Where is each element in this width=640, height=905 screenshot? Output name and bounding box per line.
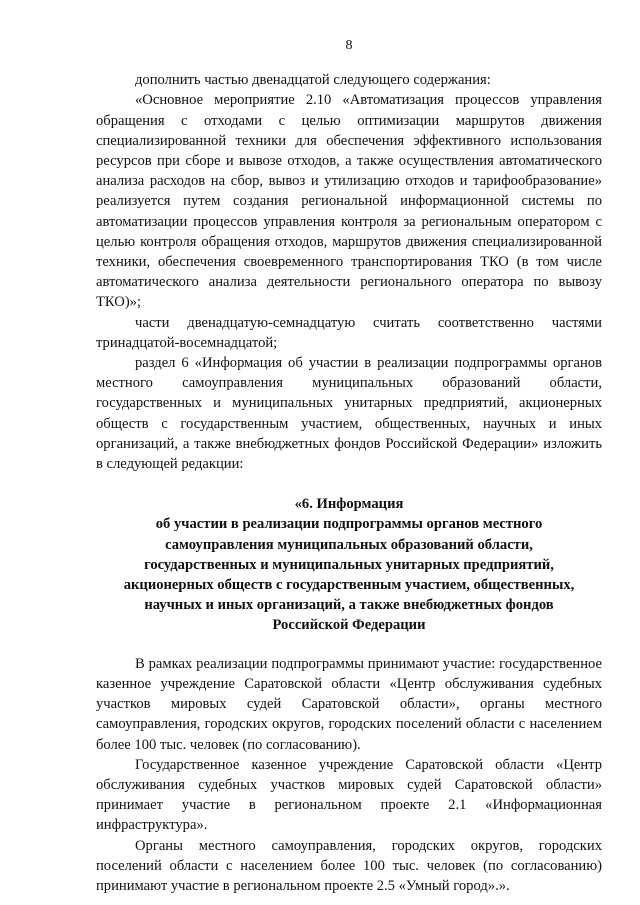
heading-line: акционерных обществ с государственным участием, общественных, — [123, 577, 575, 594]
heading-line: Российской Федерации — [272, 617, 426, 634]
heading-line: научных и иных организаций, а также внебюджетных фондов — [144, 597, 554, 614]
heading-line: «6. Информация — [294, 496, 404, 513]
paragraph-measure-2-10: «Основное мероприятие 2.10 «Автоматизация процессов управления обращения с отходами с целью оптимизации маршрутов движения специализированной техники для обеспечения эффективного использования ресурсов при сборе и вывозе отходов, а также осуществления автоматического анализа расходов на сбор, вывоз и утилизацию отходов и тарифообразование» реализуется путем создания региональной информационной системы по автоматизации процессов управления контроля за региональным оператором с целью контроля обращения отходов, маршрутов движения специализированной техники, обеспечения своевременного транспортирования ТКО (в том числе автоматического анализа деятельности регионального оператора по вывозу ТКО)»; — [96, 92, 602, 311]
heading-line: государственных и муниципальных унитарных предприятий, — [144, 556, 554, 573]
paragraph-amend-intro: дополнить частью двенадцатой следующего содержания: — [135, 72, 491, 89]
page-number: 8 — [345, 38, 353, 53]
heading-line: самоуправления муниципальных образований области, — [165, 536, 533, 553]
heading-line: об участии в реализации подпрограммы органов местного — [155, 516, 543, 533]
paragraph-local-government: Органы местного самоуправления, городских округов, городских поселений области с населением более 100 тыс. человек (по согласованию) принимают участие в региональном проекте 2.5 «Умный город».». — [96, 837, 602, 894]
paragraph-court-center: Государственное казенное учреждение Саратовской области «Центр обслуживания судебных участков мировых судей Саратовской области» принимает участие в региональном проекте 2.1 «Информационная инфраструктура». — [96, 756, 602, 834]
paragraph-participants: В рамках реализации подпрограммы принимают участие: государственное казенное учреждение Саратовской области «Центр обслуживания судебных участков мировых судей Саратовской области», органы местного самоуправления, городских округов, городских поселений области с населением более 100 тыс. человек (по согласованию). — [96, 655, 602, 753]
paragraph-section-6-intro: раздел 6 «Информация об участии в реализации подпрограммы органов местного самоуправления муниципальных образований области, государственных и муниципальных унитарных предприятий, акционерных обществ с государственным участием, общественных, научных и иных организаций, а также внебюджетных фондов Российской Федерации» изложить в следующей редакции: — [96, 355, 602, 473]
document-page — [96, 36, 602, 896]
paragraph-renumber-parts: части двенадцатую-семнадцатую считать соответственно частями тринадцатой-восемнадцатой; — [96, 314, 602, 351]
section-heading — [96, 494, 602, 635]
